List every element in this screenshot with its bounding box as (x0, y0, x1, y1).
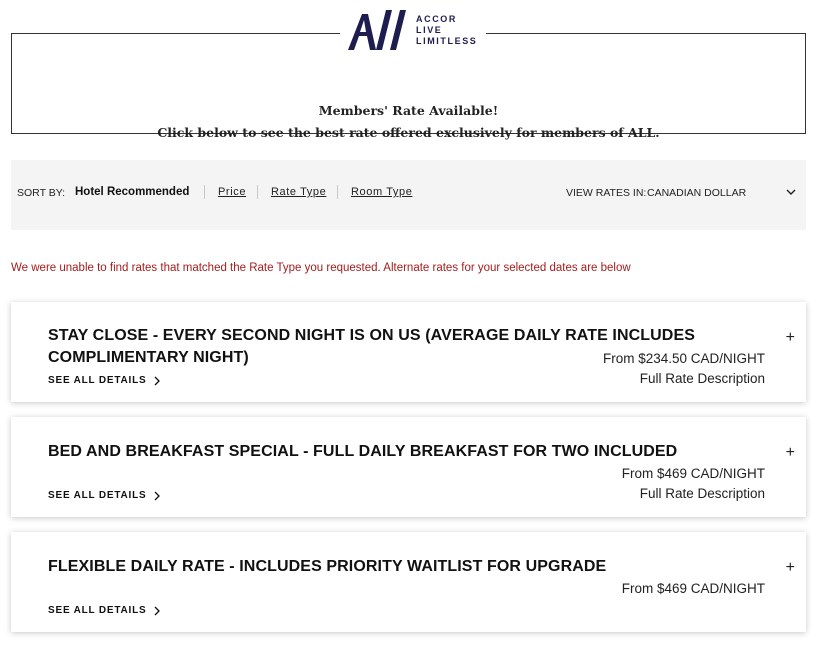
currency-select[interactable] (647, 180, 799, 206)
logo-line-2: LIVE (416, 24, 443, 35)
see-all-details-link[interactable] (48, 490, 161, 501)
sort-bar (11, 160, 806, 230)
chevron-down-icon (785, 186, 797, 198)
see-all-details-label: SEE ALL DETAILS (48, 490, 147, 501)
rate-title: BED AND BREAKFAST SPECIAL - FULL DAILY BREAKFAST FOR TWO INCLUDED (48, 443, 678, 460)
full-rate-description-link[interactable]: Full Rate Description (639, 486, 765, 501)
rate-card (11, 532, 806, 632)
sort-divider (204, 185, 205, 199)
sort-divider (257, 185, 258, 199)
sort-option-hotel-recommended[interactable]: Hotel Recommended (75, 186, 190, 198)
logo-line-3: LIMITLESS (416, 35, 478, 46)
see-all-details-link[interactable] (48, 605, 161, 616)
view-rates-label: VIEW RATES IN: (566, 187, 647, 199)
logo-wordmark (416, 14, 477, 47)
sort-by-label: SORT BY: (17, 187, 66, 199)
all-logo-mark (346, 8, 412, 52)
sort-option-rate-type[interactable]: Rate Type (271, 186, 327, 198)
rate-price: From $469 CAD/NIGHT (621, 581, 765, 596)
full-rate-description-link[interactable]: Full Rate Description (639, 371, 765, 386)
see-all-details-link[interactable] (48, 375, 161, 386)
expand-icon[interactable]: + (785, 329, 795, 346)
currency-value: CANADIAN DOLLAR (647, 187, 747, 199)
see-all-details-label: SEE ALL DETAILS (48, 375, 147, 386)
expand-icon[interactable]: + (785, 444, 795, 461)
chevron-right-icon (153, 491, 161, 501)
see-all-details-label: SEE ALL DETAILS (48, 605, 147, 616)
rate-title: STAY CLOSE - EVERY SECOND NIGHT IS ON US (AVERAGE DAILY RATE INCLUDES COMPLIMENTARY NIGHT) (48, 327, 696, 366)
sort-divider (337, 185, 338, 199)
sort-option-room-type[interactable]: Room Type (351, 186, 413, 198)
sort-option-price[interactable]: Price (218, 186, 247, 198)
no-rates-warning: We were unable to find rates that matched the Rate Type you requested. Alternate rates for your selected dates are below (11, 262, 631, 274)
logo-line-1: ACCOR (416, 13, 457, 24)
banner-subtitle: Click below to see the best rate offered exclusively for members of ALL. (157, 125, 660, 140)
accor-all-logo (340, 6, 486, 54)
expand-icon[interactable]: + (785, 559, 795, 576)
rate-title: FLEXIBLE DAILY RATE - INCLUDES PRIORITY WAITLIST FOR UPGRADE (48, 558, 607, 575)
rate-card (11, 302, 806, 402)
chevron-right-icon (153, 376, 161, 386)
rate-card (11, 417, 806, 517)
rate-price: From $234.50 CAD/NIGHT (602, 351, 765, 366)
rate-price: From $469 CAD/NIGHT (621, 466, 765, 481)
chevron-right-icon (153, 606, 161, 616)
banner-title: Members' Rate Available! (318, 103, 499, 118)
